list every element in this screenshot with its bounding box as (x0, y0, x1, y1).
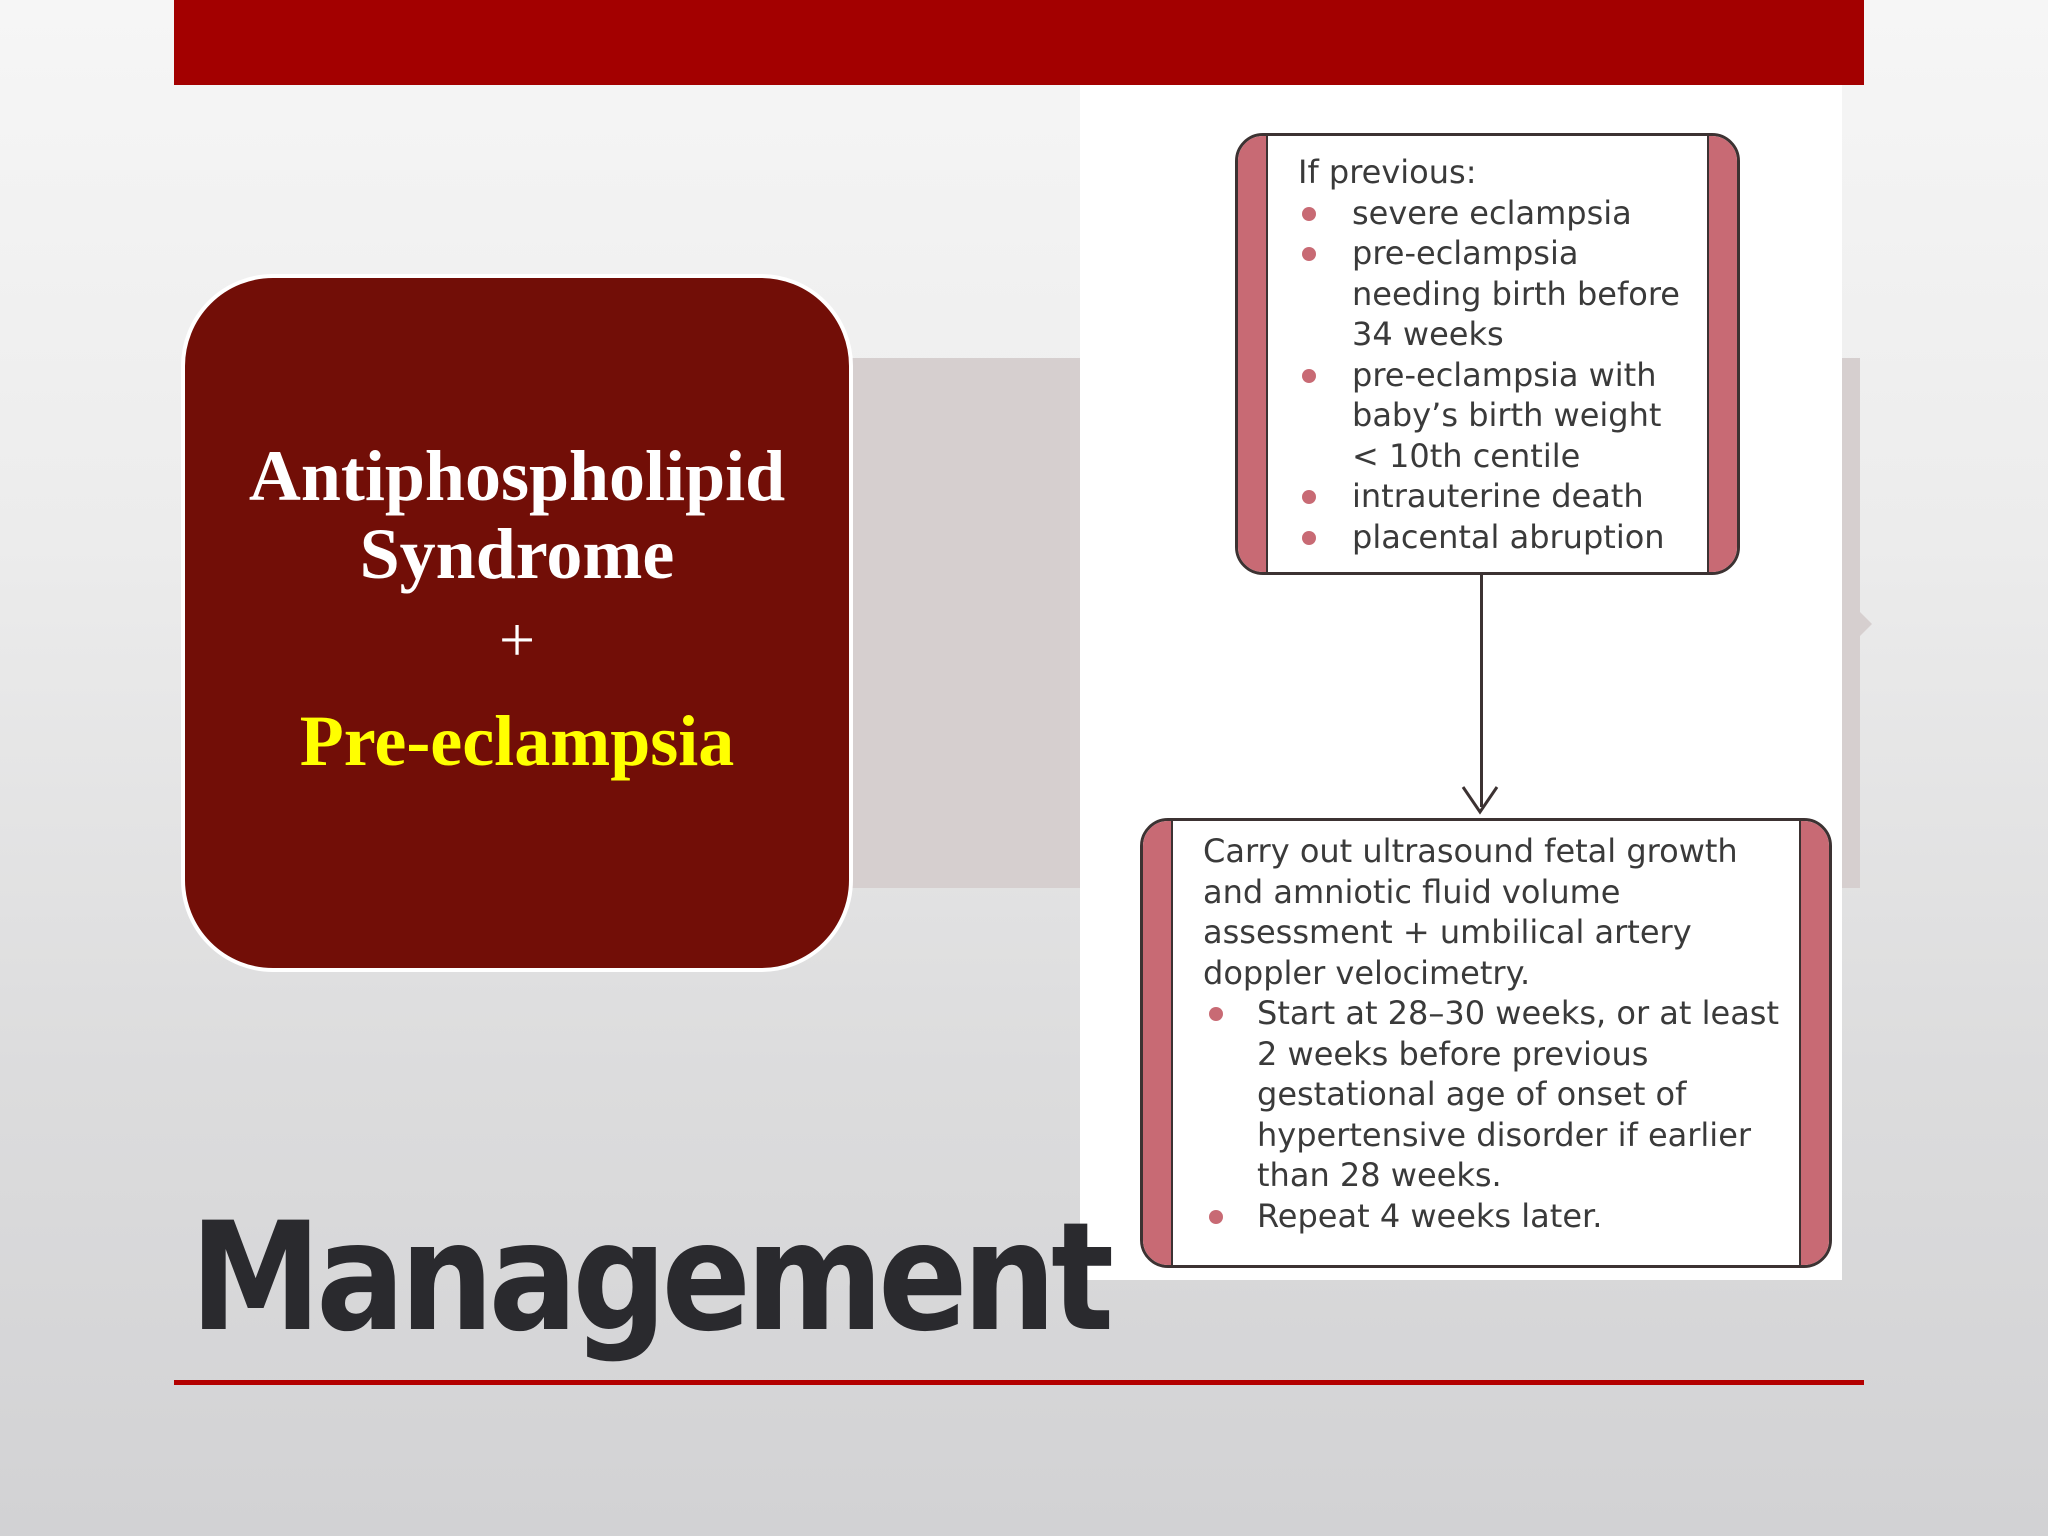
list-item: Start at 28–30 weeks, or at least 2 weeks before previous gestational age of onset of hypertensive disorder if earlier than 28 weeks. (1203, 993, 1789, 1196)
title-line-1: Antiphospholipid (248, 436, 786, 516)
title-box (181, 274, 853, 972)
previous-list (1298, 193, 1697, 558)
flowchart-box-previous (1235, 133, 1740, 575)
list-item: Repeat 4 weeks later. (1203, 1196, 1789, 1237)
chevron-right-icon (1842, 594, 1872, 654)
condition-label: Pre-eclampsia (299, 701, 735, 781)
previous-heading: If previous: (1298, 153, 1477, 191)
bottom-divider (174, 1380, 1864, 1385)
list-item: severe eclampsia (1298, 193, 1697, 234)
arrow-down-icon (1461, 785, 1499, 815)
list-item: intrauterine death (1298, 476, 1697, 517)
plus-sign: + (498, 604, 536, 675)
ultrasound-list (1203, 993, 1789, 1236)
list-item: placental abruption (1298, 517, 1697, 558)
top-accent-bar (174, 0, 1864, 85)
title-line-2: Syndrome (359, 514, 675, 594)
flow-arrow-line (1480, 575, 1483, 807)
list-item: pre-eclampsia needing birth before 34 weeks (1298, 233, 1697, 355)
flowchart-figure (1080, 85, 1842, 1280)
slide-title: Management (190, 1191, 1109, 1365)
flowchart-box-ultrasound (1140, 818, 1832, 1268)
ultrasound-intro: Carry out ultrasound fetal growth and amniotic fluid volume assessment + umbilical artery doppler velocimetry. (1203, 832, 1738, 992)
list-item: pre-eclampsia with baby’s birth weight < 10th centile (1298, 355, 1697, 477)
